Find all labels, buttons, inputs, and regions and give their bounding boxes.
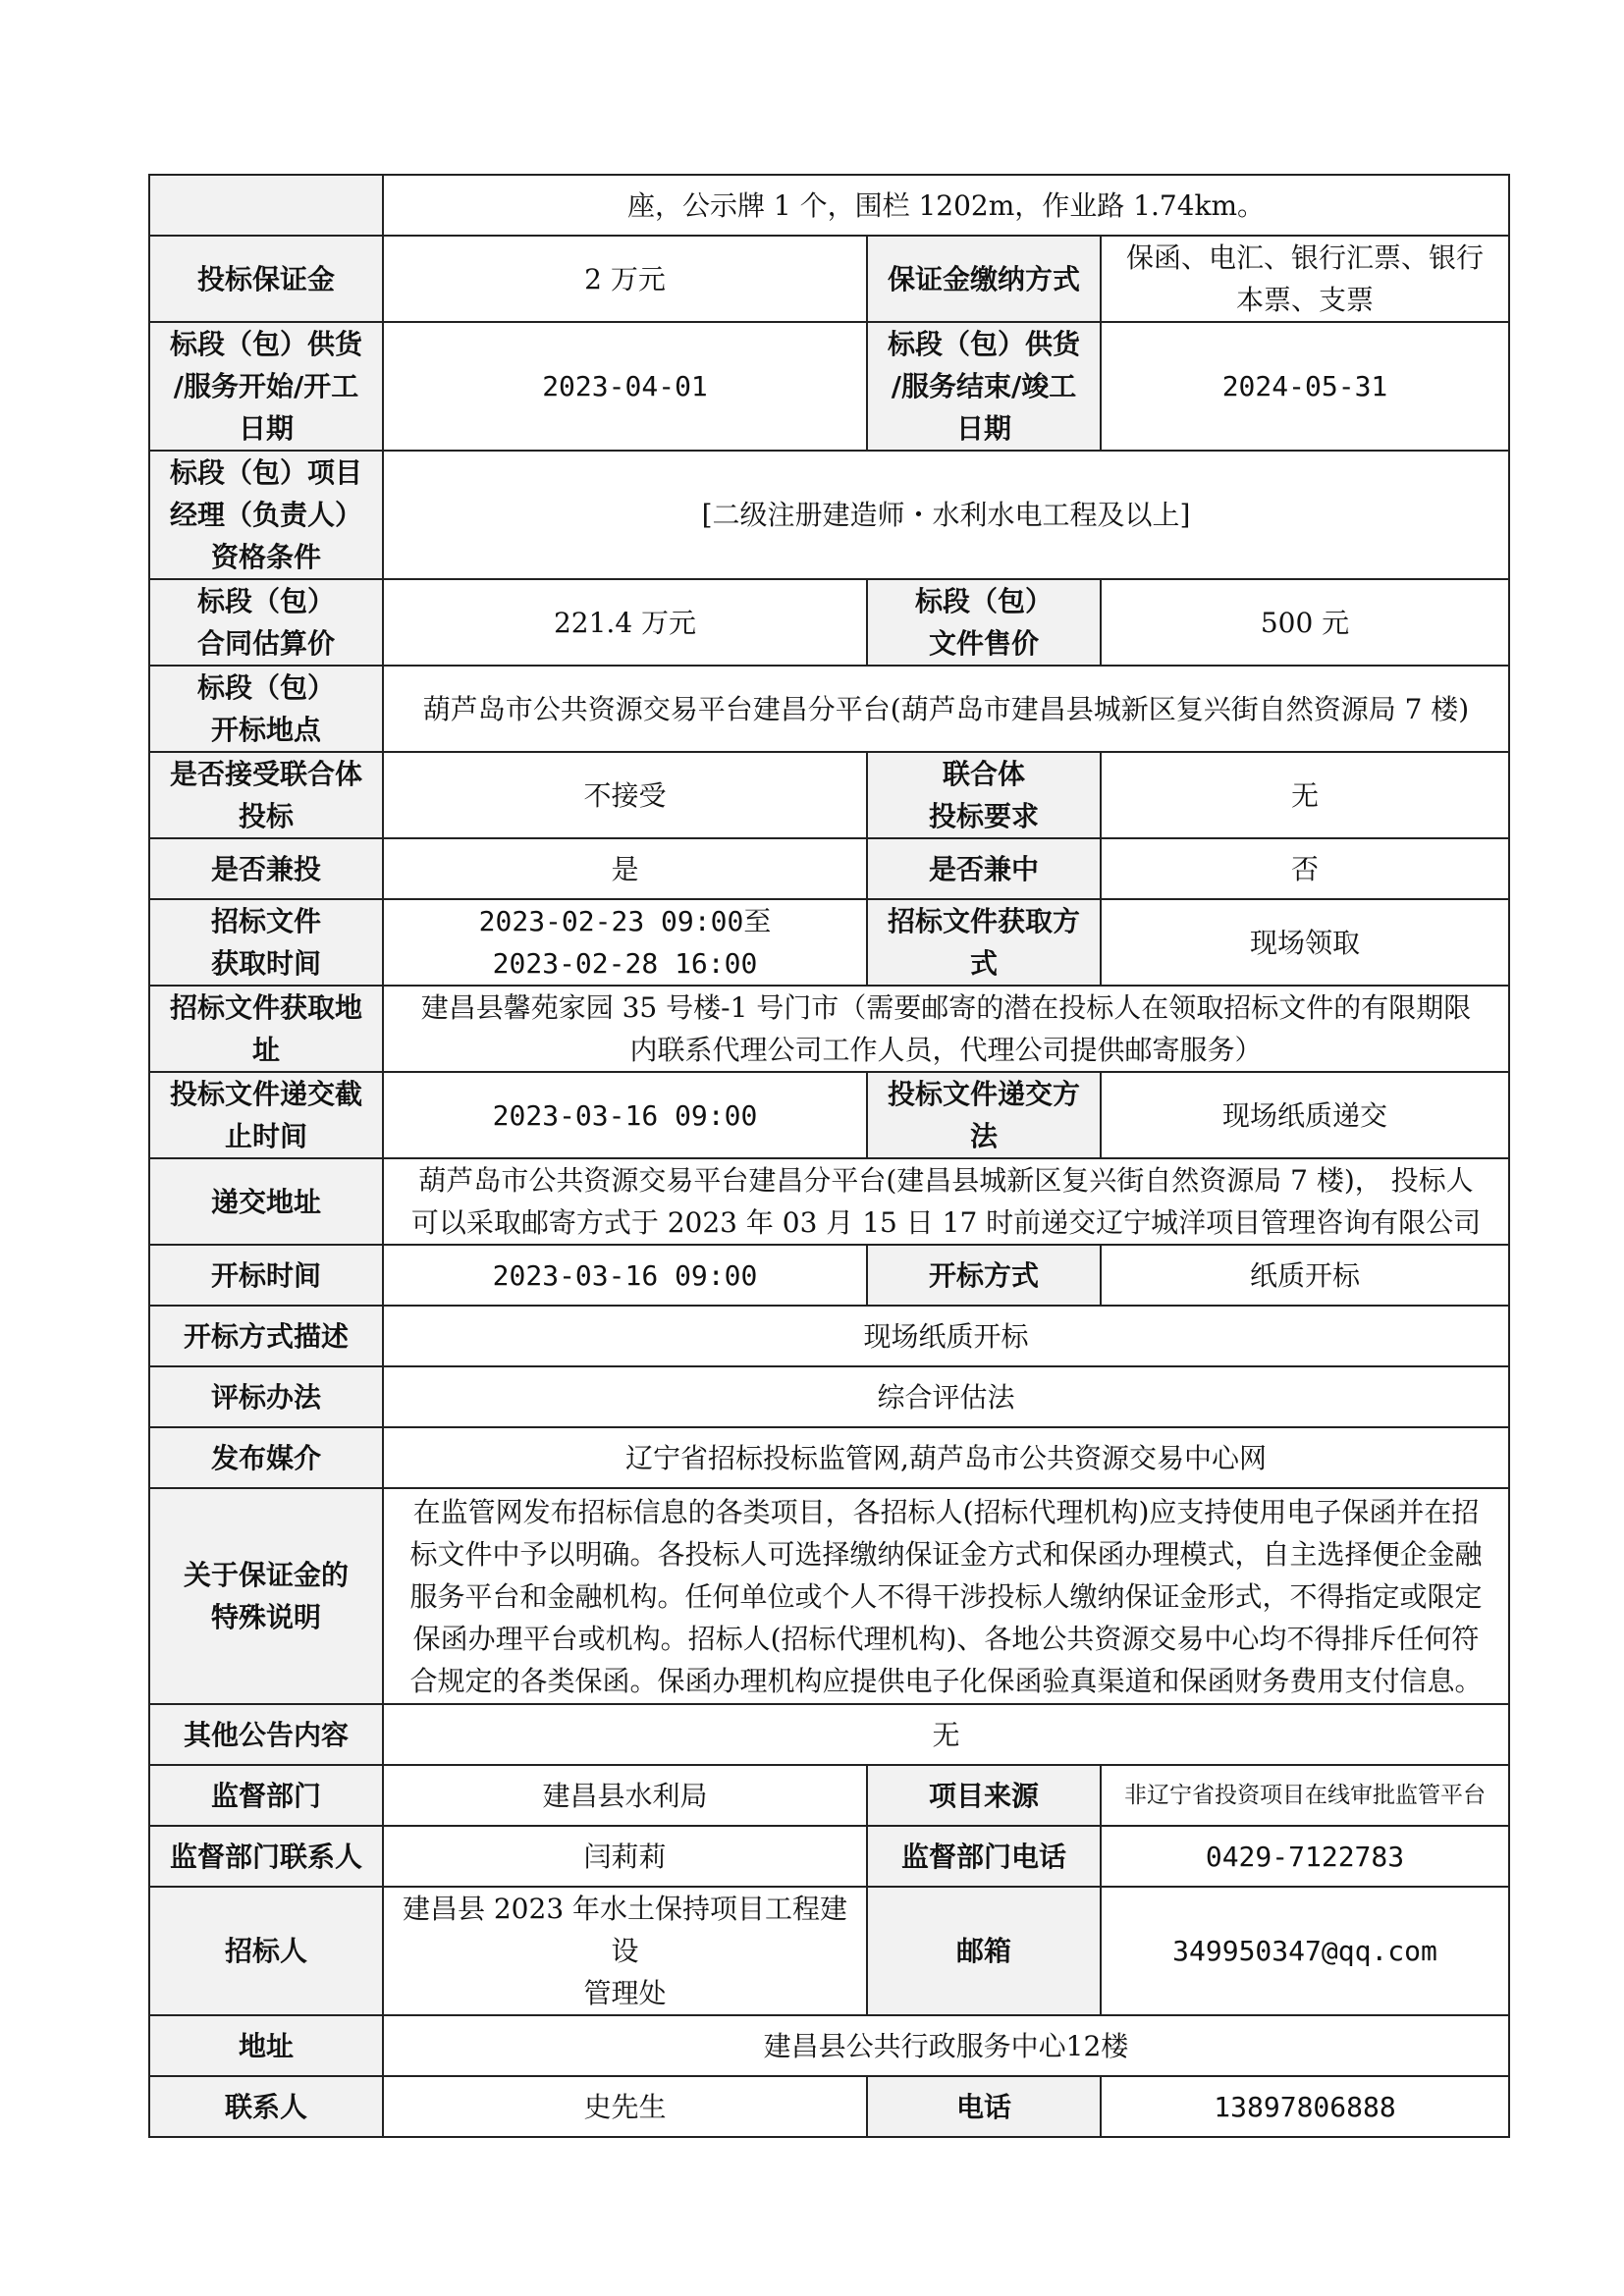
bond-note-label — [149, 1488, 383, 1704]
doc-time-label-line-2: 获取时间 — [210, 947, 321, 980]
consortium-label-line-2: 投标 — [238, 800, 294, 832]
sup-contact-label: 监督部门联系人 — [149, 1826, 383, 1887]
manager-label-line-2: 经理（负责人） — [169, 499, 362, 531]
sup-phone-label: 监督部门电话 — [867, 1826, 1101, 1887]
bond-note-line-1: 在监管网发布招标信息的各类项目，各招标人(招标代理机构)应支持使用电子保函并在招 — [412, 1495, 1480, 1528]
table-row — [149, 899, 1509, 986]
other-value: 无 — [383, 1704, 1509, 1765]
address-value: 建昌县公共行政服务中心12楼 — [383, 2015, 1509, 2076]
doc-addr-label — [149, 986, 383, 1072]
manager-value: [二级注册建造师・水利水电工程及以上] — [383, 451, 1509, 579]
deadline-label-line-1: 投标文件递交截 — [169, 1078, 362, 1110]
manager-label-line-1: 标段（包）项目 — [169, 456, 362, 489]
bond-method-line-1: 保函、电汇、银行汇票、银行 — [1125, 241, 1484, 274]
table-row — [149, 666, 1509, 752]
submit-method-label-line-2: 法 — [969, 1120, 998, 1152]
consortium-req-value: 无 — [1101, 752, 1509, 838]
table-row — [149, 2076, 1509, 2137]
end-date-label — [867, 322, 1101, 451]
consortium-req-label-line-2: 投标要求 — [928, 800, 1039, 832]
doc-time-value — [383, 899, 867, 986]
deadline-value: 2023-03-16 09:00 — [383, 1072, 867, 1158]
evaluation-label: 评标办法 — [149, 1366, 383, 1427]
table-row — [149, 838, 1509, 899]
start-date-label-line-1: 标段（包）供货 — [169, 328, 362, 360]
table-row — [149, 175, 1509, 236]
doc-method-label-line-2: 式 — [969, 947, 998, 980]
end-date-label-line-3: 日期 — [955, 412, 1011, 445]
table-row — [149, 236, 1509, 322]
bond-note-line-5: 合规定的各类保函。保函办理机构应提供电子化保函验真渠道和保函财务费用支付信息。 — [409, 1664, 1483, 1697]
multi-bid-label: 是否兼投 — [149, 838, 383, 899]
source-label: 项目来源 — [867, 1765, 1101, 1826]
opening-place-label-line-1: 标段（包） — [196, 671, 335, 704]
consortium-label — [149, 752, 383, 838]
table-row — [149, 1158, 1509, 1245]
doc-time-start: 2023-02-23 09:00至 — [478, 905, 772, 937]
tender-info-table — [148, 174, 1510, 2138]
table-row — [149, 1488, 1509, 1704]
manager-label-line-3: 资格条件 — [210, 541, 321, 573]
doc-time-label — [149, 899, 383, 986]
evaluation-value: 综合评估法 — [383, 1366, 1509, 1427]
bond-note-label-line-1: 关于保证金的 — [183, 1559, 349, 1591]
contact-phone-value: 13897806888 — [1101, 2076, 1509, 2137]
submit-method-value: 现场纸质递交 — [1101, 1072, 1509, 1158]
opening-place-value: 葫芦岛市公共资源交易平台建昌分平台(葫芦岛市建昌县城新区复兴街自然资源局 7 楼) — [383, 666, 1509, 752]
contact-label: 联系人 — [149, 2076, 383, 2137]
bid-bond-value: 2 万元 — [383, 236, 867, 322]
consortium-label-line-1: 是否接受联合体 — [169, 758, 362, 790]
estimate-label — [149, 579, 383, 666]
empty-label-cell — [149, 175, 383, 236]
bond-note-label-line-2: 特殊说明 — [210, 1601, 321, 1633]
submit-addr-value — [383, 1158, 1509, 1245]
media-label: 发布媒介 — [149, 1427, 383, 1488]
opening-method-label: 开标方式 — [867, 1245, 1101, 1306]
doc-price-label-line-2: 文件售价 — [928, 627, 1039, 660]
estimate-label-line-1: 标段（包） — [196, 585, 335, 617]
table-row — [149, 1306, 1509, 1366]
scope-tail: 座，公示牌 1 个，围栏 1202m，作业路 1.74km。 — [383, 175, 1509, 236]
source-value: 非辽宁省投资项目在线审批监管平台 — [1101, 1765, 1509, 1826]
table-row — [149, 986, 1509, 1072]
bond-method-label: 保证金缴纳方式 — [867, 236, 1101, 322]
opening-place-label — [149, 666, 383, 752]
table-row — [149, 1887, 1509, 2015]
bond-note-line-3: 服务平台和金融机构。任何单位或个人不得干涉投标人缴纳保证金形式，不得指定或限定 — [409, 1579, 1483, 1613]
opening-time-value: 2023-03-16 09:00 — [383, 1245, 867, 1306]
table-row — [149, 1704, 1509, 1765]
table-row — [149, 1072, 1509, 1158]
start-date-label-line-3: 日期 — [238, 412, 294, 445]
deadline-label-line-2: 止时间 — [224, 1120, 307, 1152]
doc-addr-line-1: 建昌县馨苑家园 35 号楼-1 号门市（需要邮寄的潜在投标人在领取招标文件的有限期限 — [420, 991, 1472, 1024]
start-date-label-line-2: /服务开始/开工 — [173, 370, 359, 402]
end-date-label-line-2: /服务结束/竣工 — [891, 370, 1077, 402]
opening-method-value: 纸质开标 — [1101, 1245, 1509, 1306]
bond-note-value — [383, 1488, 1509, 1704]
bond-method-line-2: 本票、支票 — [1235, 284, 1374, 316]
doc-addr-label-line-1: 招标文件获取地 — [169, 991, 362, 1024]
deadline-label — [149, 1072, 383, 1158]
consortium-req-label — [867, 752, 1101, 838]
submit-addr-line-2: 可以采取邮寄方式于 2023 年 03 月 15 日 17 时前递交辽宁城洋项目管理咨询有限公司 — [410, 1206, 1482, 1239]
supervision-label: 监督部门 — [149, 1765, 383, 1826]
supervision-value: 建昌县水利局 — [383, 1765, 867, 1826]
submit-method-label-line-1: 投标文件递交方 — [887, 1078, 1080, 1110]
tenderer-line-2: 管理处 — [583, 1977, 667, 2009]
tenderer-label: 招标人 — [149, 1887, 383, 2015]
submit-method-label — [867, 1072, 1101, 1158]
doc-addr-label-line-2: 址 — [251, 1034, 280, 1066]
table-row — [149, 579, 1509, 666]
end-date-label-line-1: 标段（包）供货 — [887, 328, 1080, 360]
bond-note-line-4: 保函办理平台或机构。招标人(招标代理机构)、各地公共资源交易中心均不得排斥任何符 — [412, 1622, 1480, 1655]
other-label: 其他公告内容 — [149, 1704, 383, 1765]
multi-bid-value: 是 — [383, 838, 867, 899]
doc-addr-line-2: 内联系代理公司工作人员，代理公司提供邮寄服务） — [629, 1034, 1263, 1066]
tenderer-value — [383, 1887, 867, 2015]
doc-method-value: 现场领取 — [1101, 899, 1509, 986]
doc-time-end: 2023-02-28 16:00 — [492, 947, 758, 980]
consortium-value: 不接受 — [383, 752, 867, 838]
start-date-value: 2023-04-01 — [383, 322, 867, 451]
table-row — [149, 1765, 1509, 1826]
contact-value: 史先生 — [383, 2076, 867, 2137]
table-row — [149, 1366, 1509, 1427]
consortium-req-label-line-1: 联合体 — [942, 758, 1025, 790]
email-value: 349950347@qq.com — [1101, 1887, 1509, 2015]
opening-desc-value: 现场纸质开标 — [383, 1306, 1509, 1366]
end-date-value: 2024-05-31 — [1101, 322, 1509, 451]
table-row — [149, 322, 1509, 451]
doc-price-label — [867, 579, 1101, 666]
media-value: 辽宁省招标投标监管网,葫芦岛市公共资源交易中心网 — [383, 1427, 1509, 1488]
table-row — [149, 1245, 1509, 1306]
doc-price-label-line-1: 标段（包） — [914, 585, 1053, 617]
multi-win-value: 否 — [1101, 838, 1509, 899]
doc-time-label-line-1: 招标文件 — [210, 905, 321, 937]
table-row — [149, 2015, 1509, 2076]
doc-method-label — [867, 899, 1101, 986]
contact-phone-label: 电话 — [867, 2076, 1101, 2137]
email-label: 邮箱 — [867, 1887, 1101, 2015]
table-row — [149, 1427, 1509, 1488]
address-label: 地址 — [149, 2015, 383, 2076]
bond-note-line-2: 标文件中予以明确。各投标人可选择缴纳保证金方式和保函办理模式，自主选择便企金融 — [409, 1537, 1483, 1571]
doc-method-label-line-1: 招标文件获取方 — [887, 905, 1080, 937]
tenderer-line-1: 建昌县 2023 年水土保持项目工程建设 — [402, 1893, 848, 1967]
table-row — [149, 752, 1509, 838]
bond-method-value — [1101, 236, 1509, 322]
table-row — [149, 451, 1509, 579]
table-row — [149, 1826, 1509, 1887]
bid-bond-label: 投标保证金 — [149, 236, 383, 322]
doc-price-value: 500 元 — [1101, 579, 1509, 666]
doc-addr-value — [383, 986, 1509, 1072]
manager-label — [149, 451, 383, 579]
opening-desc-label: 开标方式描述 — [149, 1306, 383, 1366]
start-date-label — [149, 322, 383, 451]
submit-addr-line-1: 葫芦岛市公共资源交易平台建昌分平台(建昌县城新区复兴街自然资源局 7 楼)， 投标人 — [418, 1164, 1474, 1197]
multi-win-label: 是否兼中 — [867, 838, 1101, 899]
sup-phone-value: 0429-7122783 — [1101, 1826, 1509, 1887]
submit-addr-label: 递交地址 — [149, 1158, 383, 1245]
opening-time-label: 开标时间 — [149, 1245, 383, 1306]
estimate-label-line-2: 合同估算价 — [196, 627, 335, 660]
sup-contact-value: 闫莉莉 — [383, 1826, 867, 1887]
opening-place-label-line-2: 开标地点 — [210, 714, 321, 746]
estimate-value: 221.4 万元 — [383, 579, 867, 666]
